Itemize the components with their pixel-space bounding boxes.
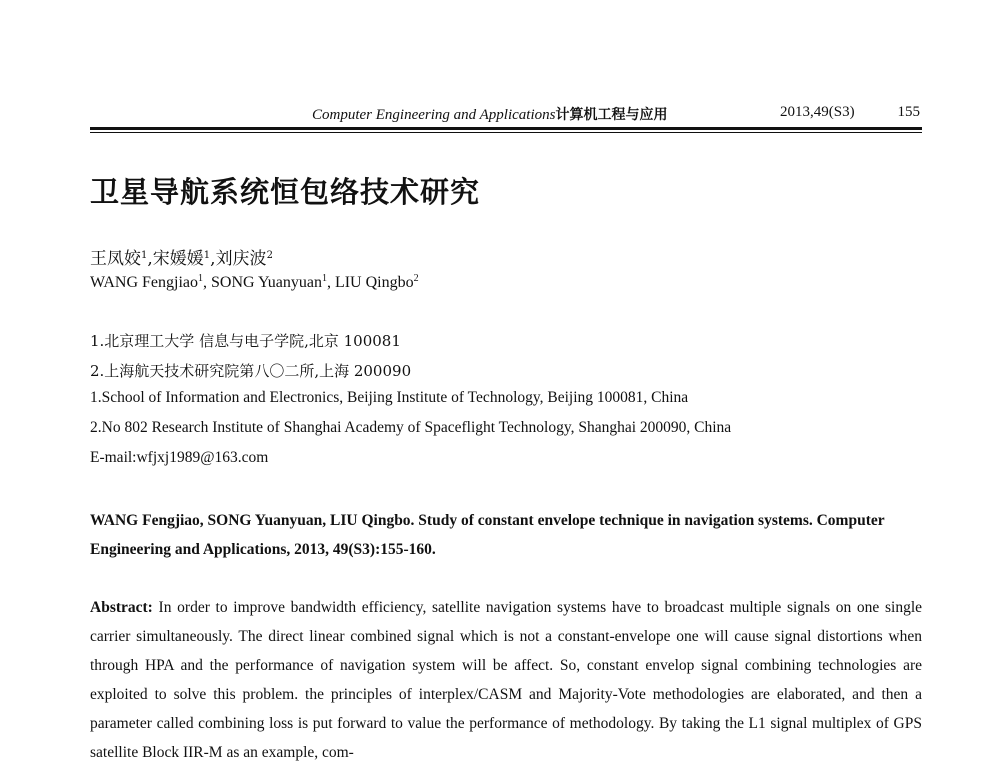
volume-issue: 2013,49(S3) — [780, 104, 855, 120]
running-header — [90, 104, 920, 126]
citation: WANG Fengjiao, SONG Yuanyuan, LIU Qingbo. Study of constant envelope technique in navigation systems. Computer Engineering and Applications, 2013, 49(S3):155-160. — [90, 512, 885, 558]
author-affil-marker: 1 — [141, 250, 148, 261]
header-rule-thin — [90, 132, 922, 133]
abstract — [90, 593, 922, 767]
affiliation-cn-2: 2.上海航天技术研究院第八〇二所,上海 200090 — [90, 362, 412, 380]
affiliation-cn-1: 1.北京理工大学 信息与电子学院,北京 100081 — [90, 332, 401, 350]
header-rule-thick — [90, 127, 922, 130]
author-affil-marker: 2 — [266, 250, 273, 261]
author-affil-marker: 1 — [321, 273, 327, 284]
abstract-text: In order to improve bandwidth efficiency, satellite navigation systems have to broadcast multiple signals on one single carrier simultaneously. The direct linear combined signal which is not a constant-envelope one will cause signal distortions when through HPA and the performance of navigation system will be affect. So, constant envelop signal combining technologies are exploited to solve this problem. the principles of interplex/CASM and Majority-Vote methodologies are elaborated, and then a parameter called combining loss is put forward to value the performance of methodology. By taking the L1 signal multiplex of GPS satellite Block IIR-M as an example, com- — [90, 599, 923, 761]
journal-name: Computer Engineering and Applications计算机工程与应用 — [312, 107, 668, 123]
author-affil-marker: 1 — [203, 250, 211, 261]
author-en: LIU Qingbo — [334, 274, 414, 291]
author-cn: 宋媛媛 — [152, 249, 204, 269]
author-cn: 刘庆波 — [215, 249, 267, 269]
page-number: 155 — [897, 104, 920, 120]
author-affil-marker: 2 — [413, 273, 419, 284]
authors-english: WANG Fengjiao$^1$, SONG Yuanyuan$^1$, LIU Qingbo$^2$ — [90, 273, 419, 291]
author-en: SONG Yuanyuan — [210, 274, 322, 291]
affiliation-en-2: 2.No 802 Research Institute of Shanghai Academy of Spaceflight Technology, Shanghai 200090, China — [90, 419, 732, 436]
affiliation-en-1: 1.School of Information and Electronics, Beijing Institute of Technology, Beijing 100081, China — [90, 389, 689, 406]
author-cn: 王凤姣 — [90, 249, 141, 269]
paper-title: 卫星导航系统恒包络技术研究 — [90, 175, 481, 209]
author-affil-marker: 1 — [197, 273, 203, 284]
author-en: WANG Fengjiao — [90, 274, 198, 291]
email-line: E-mail:wfjxj1989@163.com — [90, 449, 269, 466]
authors-chinese: 王凤姣$^1$,宋媛媛$^1$,刘庆波$^2$ — [90, 249, 273, 269]
abstract-label: Abstract: — [90, 599, 153, 616]
